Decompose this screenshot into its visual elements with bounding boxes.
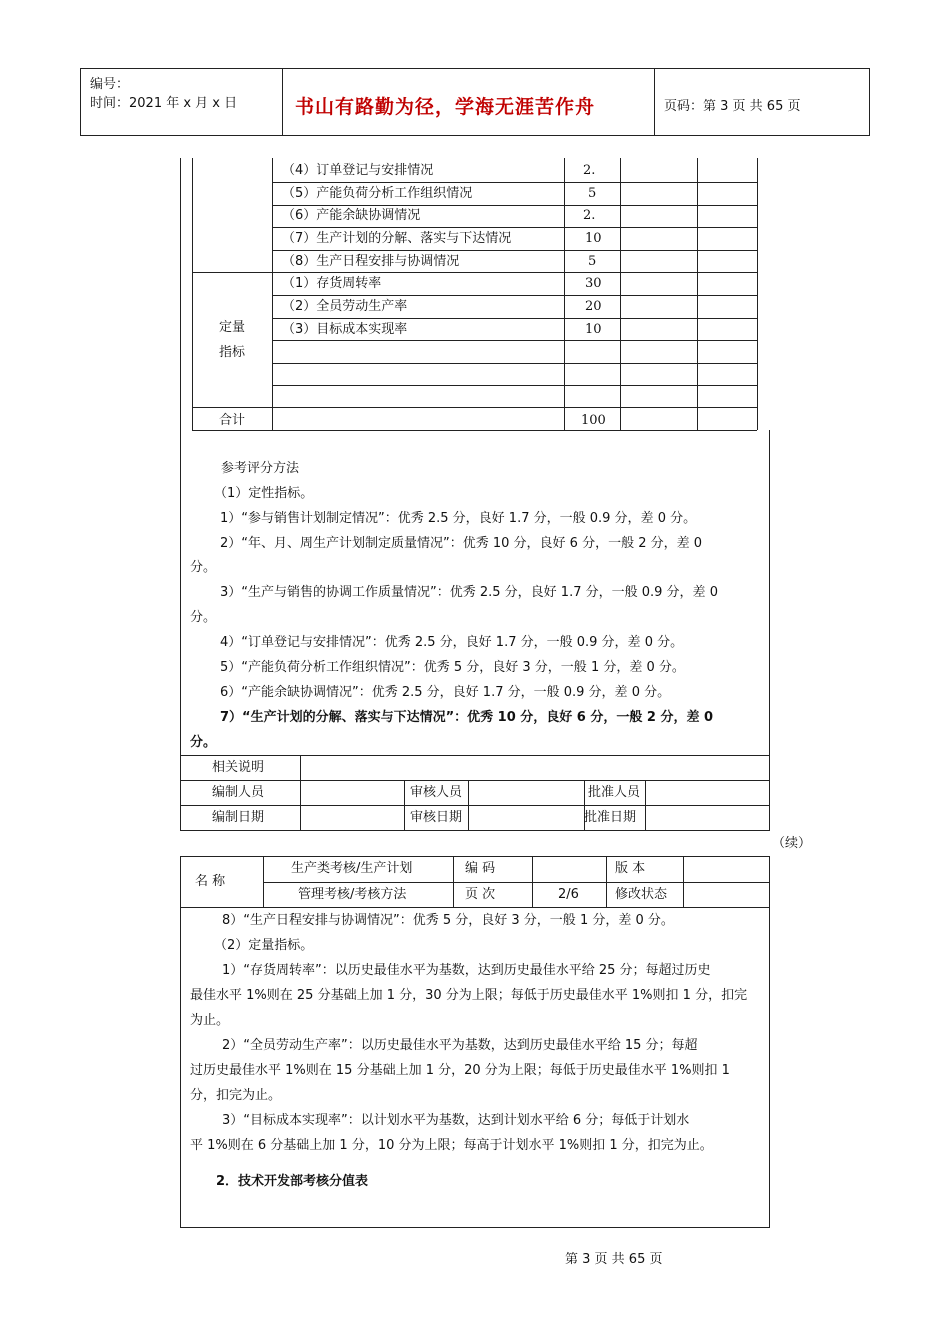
table-row-item: （8）生产日程安排与协调情况 bbox=[282, 254, 460, 269]
page-value: 2/6 bbox=[558, 887, 579, 902]
method-paragraph: 5）“产能负荷分析工作组织情况”：优秀 5 分，良好 3 分，一般 1 分，差 0 分。 bbox=[220, 660, 685, 675]
category-label-line1: 定量 bbox=[219, 320, 246, 335]
method-paragraph: 1）“参与销售计划制定情况”：优秀 2.5 分，良好 1.7 分，一般 0.9 分，差 0 分。 bbox=[220, 511, 697, 526]
method-paragraph: 3）“目标成本实现率”：以计划水平为基数，达到计划水平给 6 分；每低于计划水 bbox=[222, 1113, 690, 1128]
method-paragraph: 过历史最佳水平 1%则在 15 分基础上加 1 分，20 分为上限；每低于历史最佳水平 1%则扣 1 bbox=[190, 1063, 730, 1078]
quantitative-heading: （2）定量指标。 bbox=[214, 938, 314, 953]
review-date-label: 审核日期 bbox=[410, 810, 463, 825]
section-title: 2．技术开发部考核分值表 bbox=[216, 1174, 369, 1189]
page-footer: 第 3 页 共 65 页 bbox=[565, 1252, 663, 1267]
table-row-score: 10 bbox=[585, 322, 602, 337]
method-paragraph: 最佳水平 1%则在 25 分基础上加 1 分，30 分为上限；每低于历史最佳水平 1%则扣 1 分，扣完 bbox=[190, 988, 748, 1003]
total-label: 合计 bbox=[219, 413, 246, 428]
continued-label: （续） bbox=[772, 836, 812, 851]
method-paragraph: 分，扣完为止。 bbox=[190, 1088, 282, 1103]
table-row-item: （2）全员劳动生产率 bbox=[282, 299, 408, 314]
table-row-item: （5）产能负荷分析工作组织情况 bbox=[282, 186, 473, 201]
name-value-line1: 生产类考核/生产计划 bbox=[291, 861, 413, 876]
method-paragraph: 6）“产能余缺协调情况”：优秀 2.5 分，良好 1.7 分，一般 0.9 分，差 0 分。 bbox=[220, 685, 671, 700]
method-paragraph: 分。 bbox=[190, 560, 217, 575]
table-row-score: 5 bbox=[588, 254, 597, 269]
reviewer-label: 审核人员 bbox=[410, 785, 463, 800]
table-row-score: 2. bbox=[583, 163, 596, 178]
method-title: 参考评分方法 bbox=[221, 461, 300, 476]
version-label: 版 本 bbox=[615, 861, 646, 876]
table-row-item: （4）订单登记与安排情况 bbox=[282, 163, 434, 178]
name-value-line2: 管理考核/考核方法 bbox=[298, 887, 407, 902]
notes-label: 相关说明 bbox=[212, 760, 265, 775]
table-row-item: （3）目标成本实现率 bbox=[282, 322, 408, 337]
method-paragraph: 1）“存货周转率”：以历史最佳水平为基数，达到历史最佳水平给 25 分；每超过历史 bbox=[222, 963, 711, 978]
method-paragraph: 3）“生产与销售的协调工作质量情况”：优秀 2.5 分，良好 1.7 分，一般 0.9 分，差 0 bbox=[220, 585, 718, 600]
table-row-item: （7）生产计划的分解、落实与下达情况 bbox=[282, 231, 512, 246]
method-paragraph: 7）“生产计划的分解、落实与下达情况”：优秀 10 分，良好 6 分，一般 2 分，差 0 bbox=[220, 710, 714, 725]
name-label: 名 称 bbox=[195, 874, 226, 889]
total-value: 100 bbox=[581, 413, 606, 428]
document-code-label: 编号： bbox=[90, 77, 130, 92]
edit-date-label: 编制日期 bbox=[212, 810, 265, 825]
method-paragraph: 8）“生产日程安排与协调情况”：优秀 5 分，良好 3 分，一般 1 分，差 0 分。 bbox=[222, 913, 674, 928]
category-label-line2: 指标 bbox=[219, 345, 246, 360]
header-page-info: 页码：第 3 页 共 65 页 bbox=[664, 99, 801, 114]
method-paragraph: 平 1%则在 6 分基础上加 1 分，10 分为上限；每高于计划水平 1%则扣 1 分，扣完为止。 bbox=[190, 1138, 713, 1153]
approve-date-label: 批准日期 bbox=[584, 810, 637, 825]
table-row-score: 5 bbox=[588, 186, 597, 201]
table-row-score: 20 bbox=[585, 299, 602, 314]
page-label: 页 次 bbox=[465, 887, 496, 902]
editor-label: 编制人员 bbox=[212, 785, 265, 800]
method-paragraph: 为止。 bbox=[190, 1013, 230, 1028]
document-date: 时间：2021 年 x 月 x 日 bbox=[90, 96, 238, 111]
table-row-score: 10 bbox=[585, 231, 602, 246]
motto: 书山有路勤为径，学海无涯苦作舟 bbox=[295, 96, 596, 118]
method-paragraph: 2）“全员劳动生产率”：以历史最佳水平为基数，达到历史最佳水平给 15 分；每超 bbox=[222, 1038, 698, 1053]
method-paragraph: 分。 bbox=[190, 735, 217, 750]
table-row-score: 30 bbox=[585, 276, 602, 291]
qualitative-heading: （1）定性指标。 bbox=[214, 486, 314, 501]
table-row-item: （1）存货周转率 bbox=[282, 276, 382, 291]
table-row-item: （6）产能余缺协调情况 bbox=[282, 208, 421, 223]
method-paragraph: 分。 bbox=[190, 610, 217, 625]
table-row-score: 2. bbox=[583, 208, 596, 223]
code-label: 编 码 bbox=[465, 861, 496, 876]
method-paragraph: 4）“订单登记与安排情况”：优秀 2.5 分，良好 1.7 分，一般 0.9 分，差 0 分。 bbox=[220, 635, 684, 650]
approver-label: 批准人员 bbox=[588, 785, 641, 800]
status-label: 修改状态 bbox=[615, 887, 668, 902]
method-paragraph: 2）“年、月、周生产计划制定质量情况”：优秀 10 分，良好 6 分，一般 2 分，差 0 bbox=[220, 536, 703, 551]
